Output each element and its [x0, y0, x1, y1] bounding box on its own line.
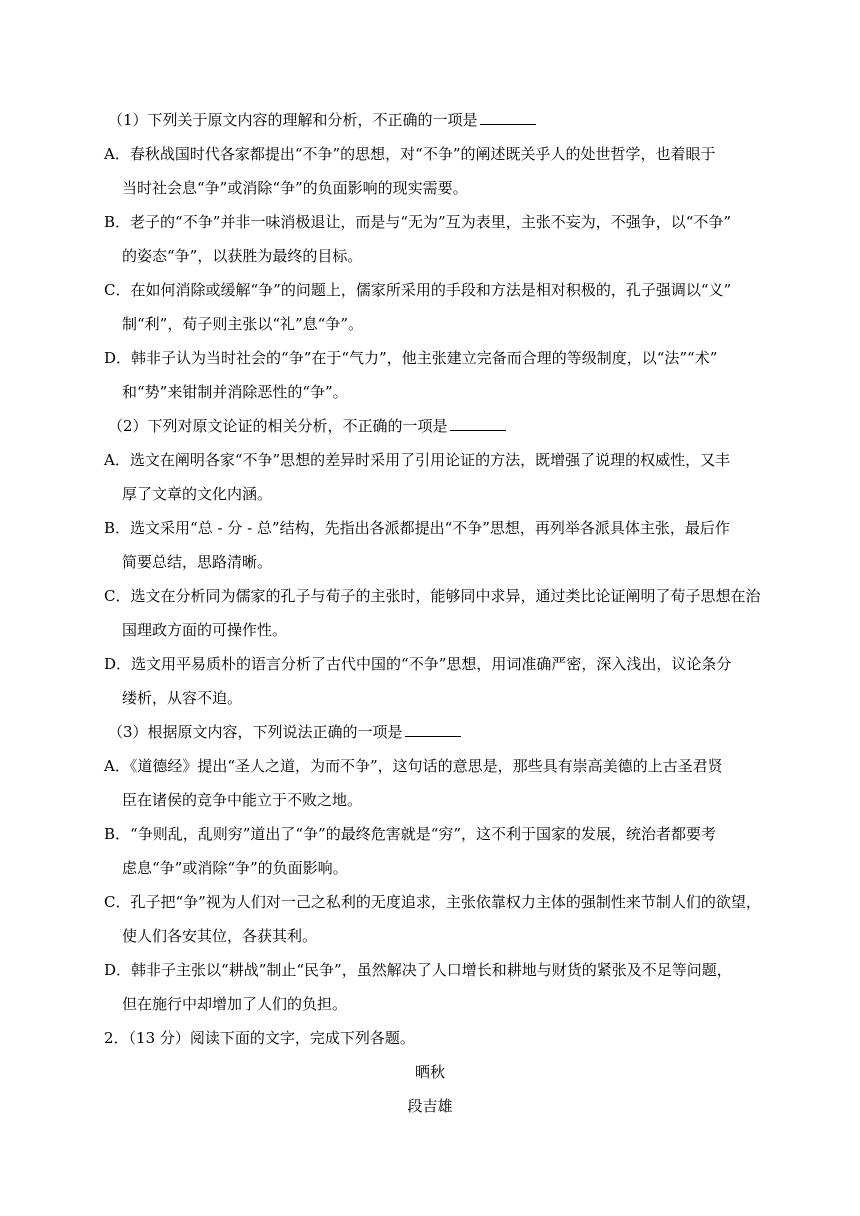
question-1-stem: （1）下列关于原文内容的理解和分析，不正确的一项是	[108, 110, 536, 130]
q3-option-b-line2: 虑息“争”或消除“争”的负面影响。	[122, 859, 348, 877]
q1-option-c-line2: 制“利”，荀子则主张以“礼”息“争”。	[122, 315, 364, 333]
q2-option-c-line1: C．选文在分析同为儒家的孔子与荀子的主张时，能够同中求异，通过类比论证阐明了荀子思想在治	[104, 587, 761, 605]
q1-option-d-line1: D．韩非子认为当时社会的“争”在于“气力”，他主张建立完备而合理的等级制度，以“法”“术”	[104, 349, 718, 367]
q1-option-a-line1: A．春秋战国时代各家都提出“不争”的思想，对“不争”的阐述既关乎人的处世哲学，也着眼于	[104, 145, 716, 163]
q1-option-b-line1: B．老子的“不争”并非一味消极退让，而是与“无为”互为表里，主张不妄为，不强争，以“不争”	[104, 213, 732, 231]
q3-option-d-line2: 但在施行中却增加了人们的负担。	[122, 995, 348, 1013]
q2-option-a-line1: A．选文在阐明各家“不争”思想的差异时采用了引用论证的方法，既增强了说理的权威性，又丰	[104, 451, 731, 469]
answer-blank	[450, 416, 506, 431]
q2-option-d-line1: D．选文用平易质朴的语言分析了古代中国的“不争”思想，用词准确严密，深入浅出，议论条分	[104, 655, 732, 673]
answer-blank	[405, 722, 461, 737]
q3-option-a-line2: 臣在诸侯的竞争中能立于不败之地。	[122, 791, 363, 809]
passage-title: 晒秋	[414, 1063, 445, 1081]
q2-option-b-line2: 简要总结，思路清晰。	[122, 553, 273, 571]
q3-option-b-line1: B．“争则乱，乱则穷”道出了“争”的最终危害就是“穷”，这不利于国家的发展，统治者都要考	[104, 825, 717, 843]
answer-blank	[480, 110, 536, 125]
q3-option-c-line2: 使人们各安其位，各获其利。	[122, 927, 318, 945]
q3-option-c-line1: C．孔子把“争”视为人们对一己之私利的无度追求，主张依靠权力主体的强制性来节制人们的欲望，	[104, 893, 761, 911]
q2-option-c-line2: 国理政方面的可操作性。	[122, 621, 288, 639]
q2-option-d-line2: 缕析，从容不迫。	[122, 689, 243, 707]
q3-option-a-line1: A．《道德经》提出“圣人之道，为而不争”，这句话的意思是，那些具有崇高美德的上古圣君贤	[104, 757, 723, 775]
q1-option-b-line2: 的姿态“争”，以获胜为最终的目标。	[122, 247, 363, 265]
q1-option-d-line2: 和“势”来钳制并消除恶性的“争”。	[122, 383, 348, 401]
passage-author: 段吉雄	[407, 1097, 453, 1115]
section-2-intro: 2．（13 分）阅读下面的文字，完成下列各题。	[104, 1029, 415, 1047]
q3-option-d-line1: D．韩非子主张以“耕战”制止“民争”，虽然解决了人口增长和耕地与财货的紧张及不足等问题，	[104, 961, 732, 979]
question-3-stem: （3）根据原文内容，下列说法正确的一项是	[108, 722, 461, 742]
q2-option-a-line2: 厚了文章的文化内涵。	[122, 485, 273, 503]
question-2-stem: （2）下列对原文论证的相关分析，不正确的一项是	[108, 416, 506, 436]
q1-option-a-line2: 当时社会息“争”或消除“争”的负面影响的现实需要。	[122, 179, 468, 197]
q2-option-b-line1: B．选文采用“总 - 分 - 总”结构，先指出各派都提出“不争”思想，再列举各派具体主张，最后作	[104, 519, 730, 537]
q1-option-c-line1: C．在如何消除或缓解“争”的问题上，儒家所采用的手段和方法是相对积极的，孔子强调以“义”	[104, 281, 732, 299]
